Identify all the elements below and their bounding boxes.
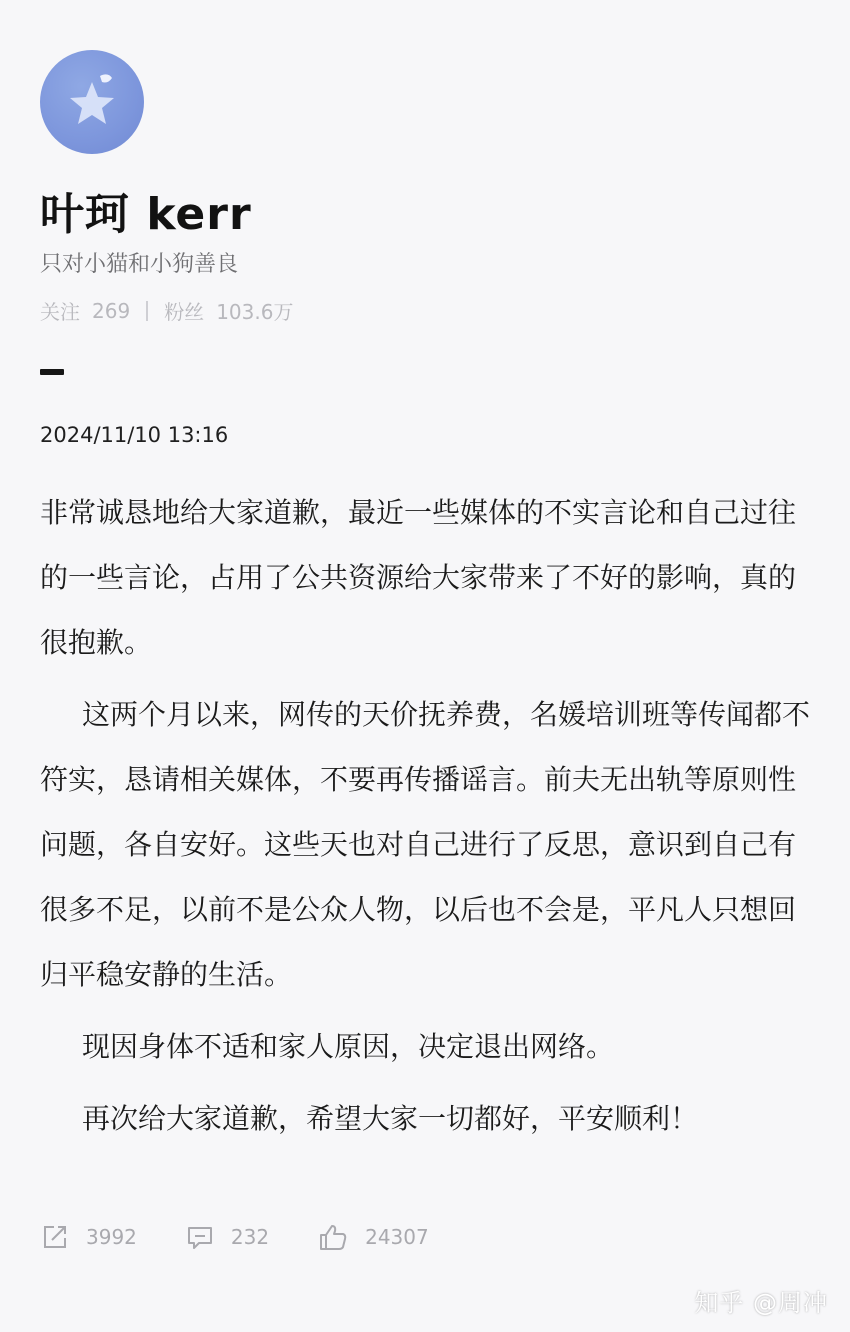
followers-count[interactable]: 103.6万 <box>216 300 294 324</box>
post-paragraph: 这两个月以来，网传的天价抚养费，名媛培训班等传闻都不符实，恳请相关媒体，不要再传播谣言。前夫无出轨等原则性问题，各自安好。这些天也对自己进行了反思，意识到自己有很多不足，以前不是公众人物，以后也不会是，平凡人只想回归平稳安静的生活。 <box>40 698 811 991</box>
post-paragraph: 非常诚恳地给大家道歉，最近一些媒体的不实言论和自己过往的一些言论，占用了公共资源给大家带来了不好的影响，真的很抱歉。 <box>40 496 797 659</box>
stats-divider <box>146 301 148 321</box>
post-paragraph: 再次给大家道歉，希望大家一切都好，平安顺利！ <box>82 1102 699 1135</box>
following-label[interactable]: 关注 <box>40 300 80 324</box>
like-button[interactable] <box>317 1222 429 1252</box>
post-paragraph: 现因身体不适和家人原因，决定退出网络。 <box>82 1030 615 1063</box>
share-button[interactable] <box>40 1222 137 1252</box>
watermark: 知乎 @周冲 <box>694 1289 828 1317</box>
post-body <box>40 480 810 1151</box>
section-divider <box>40 369 64 375</box>
post-actions <box>40 1222 477 1252</box>
followers-label[interactable]: 粉丝 <box>164 300 205 324</box>
avatar[interactable] <box>40 50 144 154</box>
comment-icon <box>185 1222 215 1252</box>
comment-button[interactable] <box>185 1222 269 1252</box>
comment-count: 232 <box>230 1225 270 1249</box>
post-datetime: 2024/11/10 13:16 <box>40 423 229 447</box>
thumbs-up-icon <box>317 1222 349 1252</box>
profile-bio: 只对小猫和小狗善良 <box>40 252 239 277</box>
profile-name[interactable]: 叶珂 kerr <box>40 189 252 240</box>
star-avatar-icon <box>40 50 144 154</box>
profile-stats <box>40 296 293 325</box>
share-count: 3992 <box>86 1225 137 1249</box>
share-icon <box>40 1222 70 1252</box>
like-count: 24307 <box>365 1225 429 1249</box>
following-count[interactable]: 269 <box>92 298 131 323</box>
